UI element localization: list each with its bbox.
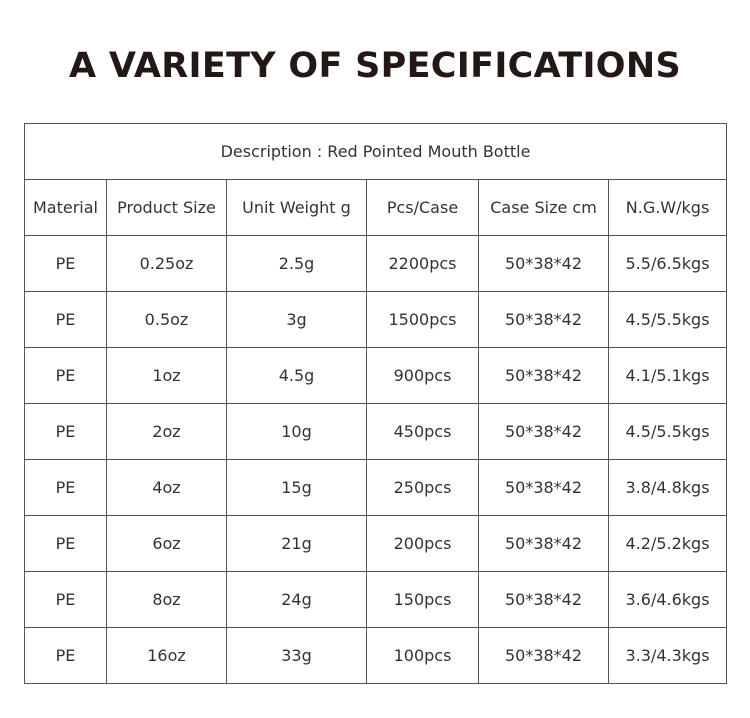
cell-material: PE [25, 460, 107, 516]
header-product-size: Product Size [107, 180, 227, 236]
table-row [25, 572, 727, 628]
cell-case-size: 50*38*42 [479, 236, 609, 292]
cell-case-size: 50*38*42 [479, 516, 609, 572]
header-unit-weight: Unit Weight g [227, 180, 367, 236]
header-pcs-case: Pcs/Case [367, 180, 479, 236]
cell-unit-weight: 15g [227, 460, 367, 516]
cell-product-size: 1oz [107, 348, 227, 404]
cell-ngw: 3.3/4.3kgs [609, 628, 727, 684]
cell-product-size: 6oz [107, 516, 227, 572]
cell-material: PE [25, 516, 107, 572]
cell-material: PE [25, 628, 107, 684]
cell-unit-weight: 3g [227, 292, 367, 348]
cell-pcs-case: 250pcs [367, 460, 479, 516]
cell-product-size: 0.25oz [107, 236, 227, 292]
cell-unit-weight: 2.5g [227, 236, 367, 292]
cell-ngw: 4.5/5.5kgs [609, 404, 727, 460]
header-row [25, 180, 727, 236]
cell-unit-weight: 4.5g [227, 348, 367, 404]
cell-product-size: 2oz [107, 404, 227, 460]
cell-product-size: 4oz [107, 460, 227, 516]
cell-product-size: 16oz [107, 628, 227, 684]
description-row [25, 124, 727, 180]
table-row [25, 348, 727, 404]
cell-pcs-case: 150pcs [367, 572, 479, 628]
cell-case-size: 50*38*42 [479, 460, 609, 516]
cell-pcs-case: 200pcs [367, 516, 479, 572]
description-cell: Description : Red Pointed Mouth Bottle [25, 124, 727, 180]
cell-unit-weight: 10g [227, 404, 367, 460]
table-row [25, 460, 727, 516]
cell-ngw: 4.1/5.1kgs [609, 348, 727, 404]
header-material: Material [25, 180, 107, 236]
table-row [25, 292, 727, 348]
cell-case-size: 50*38*42 [479, 404, 609, 460]
cell-product-size: 0.5oz [107, 292, 227, 348]
table-row [25, 404, 727, 460]
header-case-size: Case Size cm [479, 180, 609, 236]
cell-ngw: 3.6/4.6kgs [609, 572, 727, 628]
cell-unit-weight: 33g [227, 628, 367, 684]
specifications-table [24, 123, 727, 684]
cell-material: PE [25, 404, 107, 460]
table-row [25, 516, 727, 572]
cell-ngw: 4.2/5.2kgs [609, 516, 727, 572]
cell-unit-weight: 21g [227, 516, 367, 572]
cell-material: PE [25, 348, 107, 404]
cell-material: PE [25, 292, 107, 348]
header-ngw: N.G.W/kgs [609, 180, 727, 236]
cell-case-size: 50*38*42 [479, 628, 609, 684]
cell-pcs-case: 900pcs [367, 348, 479, 404]
page-title: A VARIETY OF SPECIFICATIONS [69, 46, 681, 86]
cell-ngw: 4.5/5.5kgs [609, 292, 727, 348]
cell-material: PE [25, 572, 107, 628]
table-row [25, 628, 727, 684]
table-row [25, 236, 727, 292]
cell-case-size: 50*38*42 [479, 292, 609, 348]
table-body [25, 124, 727, 684]
cell-unit-weight: 24g [227, 572, 367, 628]
cell-pcs-case: 2200pcs [367, 236, 479, 292]
cell-ngw: 5.5/6.5kgs [609, 236, 727, 292]
cell-pcs-case: 1500pcs [367, 292, 479, 348]
cell-pcs-case: 100pcs [367, 628, 479, 684]
cell-pcs-case: 450pcs [367, 404, 479, 460]
cell-material: PE [25, 236, 107, 292]
cell-product-size: 8oz [107, 572, 227, 628]
cell-ngw: 3.8/4.8kgs [609, 460, 727, 516]
cell-case-size: 50*38*42 [479, 572, 609, 628]
cell-case-size: 50*38*42 [479, 348, 609, 404]
